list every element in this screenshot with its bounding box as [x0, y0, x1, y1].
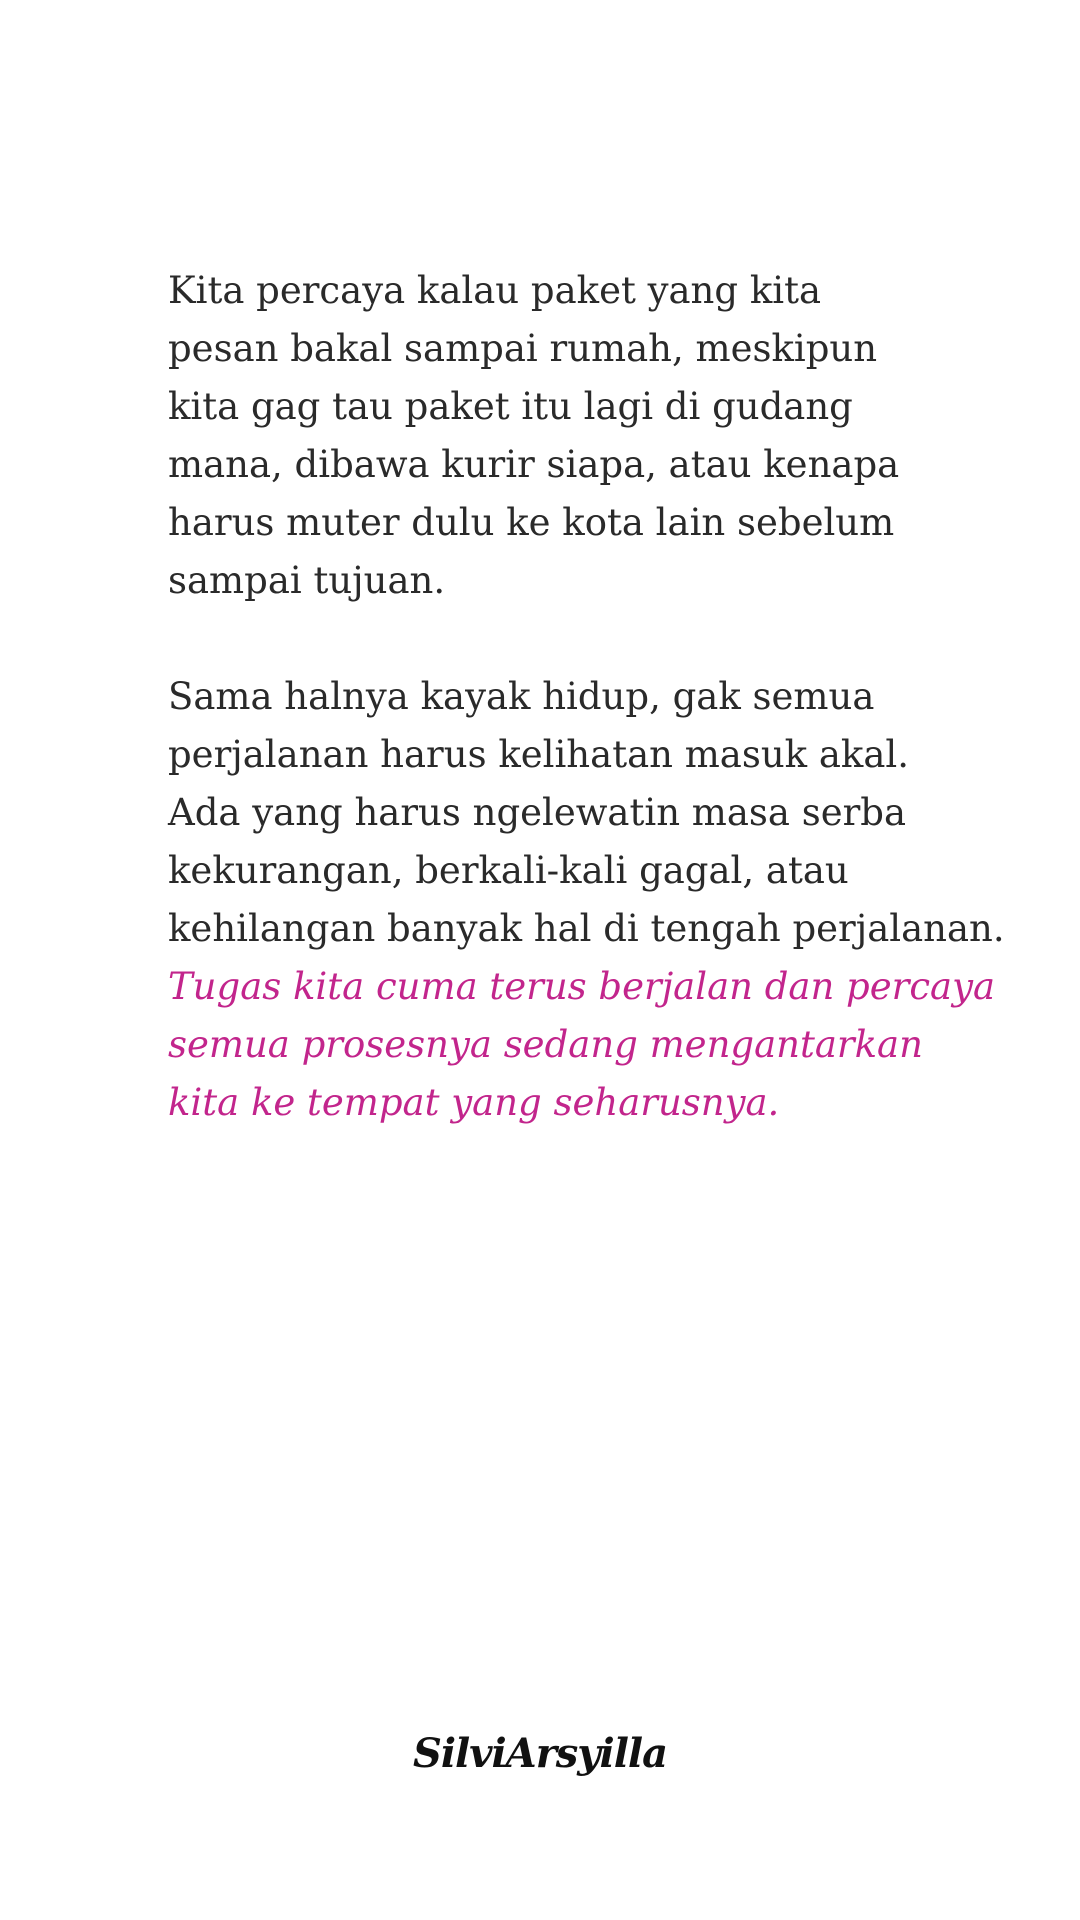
paragraph-line: Sama halnya kayak hidup, gak semua — [168, 675, 875, 718]
paragraph-2 — [168, 668, 1028, 958]
paragraph-line: Ada yang harus ngelewatin masa serba — [168, 791, 907, 834]
highlighted-quote — [168, 958, 1028, 1132]
paragraph-line: kita gag tau paket itu lagi di gudang — [168, 385, 853, 428]
paragraph-line: kekurangan, berkali-kali gagal, atau — [168, 849, 849, 892]
paragraph-line: Kita percaya kalau paket yang kita — [168, 269, 822, 312]
paragraph-line: sampai tujuan. — [168, 559, 446, 602]
paragraph-line: kehilangan banyak hal di tengah perjalanan. — [168, 907, 1005, 950]
paragraph-line: mana, dibawa kurir siapa, atau kenapa — [168, 443, 900, 486]
highlight-line: Tugas kita cuma terus berjalan dan percaya — [168, 965, 996, 1008]
paragraph-spacer — [168, 610, 1028, 668]
paragraph-line: perjalanan harus kelihatan masuk akal. — [168, 733, 909, 776]
paragraph-line: pesan bakal sampai rumah, meskipun — [168, 327, 878, 370]
highlight-line: semua prosesnya sedang mengantarkan — [168, 1023, 923, 1066]
quote-text — [168, 262, 1028, 1132]
author-signature: SilviArsyilla — [412, 1730, 668, 1777]
highlight-line: kita ke tempat yang seharusnya. — [168, 1081, 780, 1124]
paragraph-line: harus muter dulu ke kota lain sebelum — [168, 501, 895, 544]
paragraph-1 — [168, 262, 1028, 610]
